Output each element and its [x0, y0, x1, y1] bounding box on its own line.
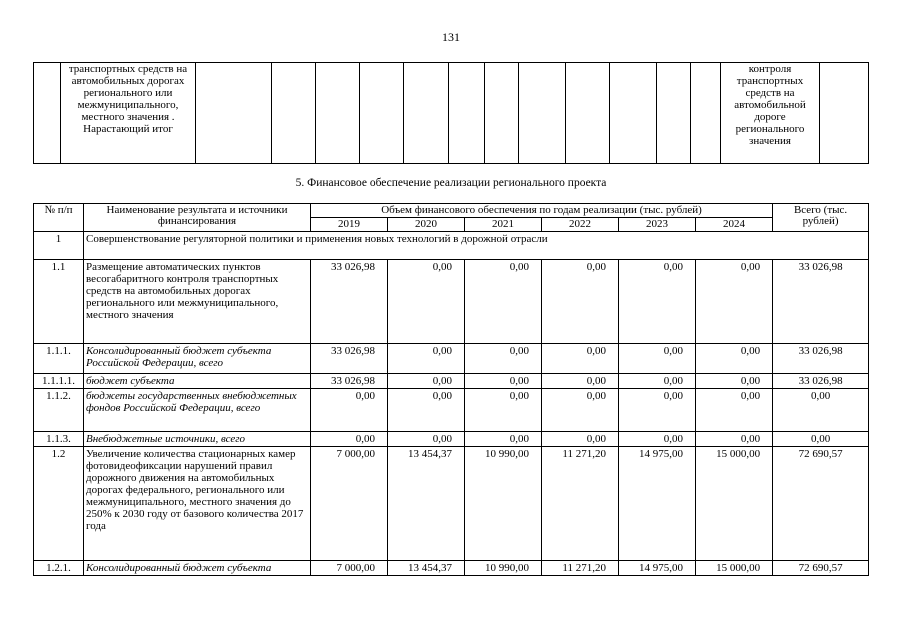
row-value: 7 000,00 [311, 561, 388, 576]
prev-table-right-text: контроля транспортных средств на автомобильной дороге регионального значения [721, 63, 820, 164]
header-year: 2021 [465, 218, 542, 232]
row-name: Консолидированный бюджет субъекта Российской Федерации, всего [84, 344, 311, 374]
row-name: Консолидированный бюджет субъекта [84, 561, 311, 576]
row-value: 14 975,00 [619, 447, 696, 561]
table-row [34, 447, 869, 561]
table-row [34, 432, 869, 447]
row-value: 0,00 [465, 344, 542, 374]
header-row [34, 204, 869, 218]
prev-table-left-text: транспортных средств на автомобильных дорогах регионального или межмуниципального, местного значения . Нарастающий итог [61, 63, 196, 164]
row-total: 72 690,57 [773, 447, 869, 561]
row-number: 1.1 [34, 260, 84, 344]
row-number: 1.2.1. [34, 561, 84, 576]
row-name: бюджет субъекта [84, 374, 311, 389]
row-total: 72 690,57 [773, 561, 869, 576]
previous-table-fragment [33, 62, 869, 164]
row-value: 0,00 [619, 432, 696, 447]
section-row [34, 232, 869, 260]
row-value: 0,00 [388, 344, 465, 374]
row-number: 1.1.1.1. [34, 374, 84, 389]
row-value: 0,00 [696, 260, 773, 344]
section-title: 5. Финансовое обеспечение реализации регионального проекта [295, 177, 607, 189]
row-value: 0,00 [388, 389, 465, 432]
row-value: 10 990,00 [465, 447, 542, 561]
row-total: 0,00 [773, 389, 869, 432]
row-name: Размещение автоматических пунктов весогабаритного контроля транспортных средств на автомобильных дорогах регионального или межмуниципального, местного значения [84, 260, 311, 344]
table-row [34, 389, 869, 432]
row-value: 11 271,20 [542, 447, 619, 561]
table-row [34, 561, 869, 576]
row-value: 0,00 [542, 374, 619, 389]
table-row [34, 374, 869, 389]
row-number: 1.1.1. [34, 344, 84, 374]
row-value: 33 026,98 [311, 344, 388, 374]
row-value: 0,00 [542, 344, 619, 374]
table-row [34, 260, 869, 344]
row-value: 14 975,00 [619, 561, 696, 576]
row-total: 33 026,98 [773, 374, 869, 389]
row-name: бюджеты государственных внебюджетных фондов Российской Федерации, всего [84, 389, 311, 432]
row-total: 33 026,98 [773, 344, 869, 374]
row-value: 0,00 [388, 432, 465, 447]
row-total: 0,00 [773, 432, 869, 447]
header-volume: Объем финансового обеспечения по годам реализации (тыс. рублей) [311, 204, 773, 218]
page-number: 131 [442, 30, 460, 44]
row-value: 0,00 [619, 344, 696, 374]
row-value: 0,00 [465, 374, 542, 389]
row-value: 0,00 [696, 344, 773, 374]
row-value: 0,00 [465, 260, 542, 344]
row-number: 1.2 [34, 447, 84, 561]
row-value: 0,00 [619, 374, 696, 389]
prev-table-row [34, 63, 869, 164]
row-value: 15 000,00 [696, 561, 773, 576]
row-value: 15 000,00 [696, 447, 773, 561]
header-year: 2020 [388, 218, 465, 232]
row-value: 0,00 [465, 389, 542, 432]
row-value: 33 026,98 [311, 260, 388, 344]
header-total: Всего (тыс. рублей) [773, 204, 869, 232]
table-row [34, 344, 869, 374]
row-name: Внебюджетные источники, всего [84, 432, 311, 447]
row-value: 0,00 [311, 389, 388, 432]
row-value: 13 454,37 [388, 561, 465, 576]
header-year: 2023 [619, 218, 696, 232]
row-value: 13 454,37 [388, 447, 465, 561]
row-number: 1.1.3. [34, 432, 84, 447]
row-value: 7 000,00 [311, 447, 388, 561]
row-value: 0,00 [696, 389, 773, 432]
row-total: 33 026,98 [773, 260, 869, 344]
row-value: 0,00 [619, 260, 696, 344]
row-value: 0,00 [696, 374, 773, 389]
row-value: 0,00 [542, 432, 619, 447]
row-value: 0,00 [542, 260, 619, 344]
header-year: 2019 [311, 218, 388, 232]
row-value: 0,00 [542, 389, 619, 432]
row-value: 0,00 [311, 432, 388, 447]
row-value: 33 026,98 [311, 374, 388, 389]
row-value: 0,00 [388, 374, 465, 389]
row-value: 0,00 [696, 432, 773, 447]
header-year: 2022 [542, 218, 619, 232]
header-year: 2024 [696, 218, 773, 232]
row-number: 1.1.2. [34, 389, 84, 432]
financing-table [33, 203, 869, 576]
header-no: № п/п [34, 204, 84, 232]
row-value: 10 990,00 [465, 561, 542, 576]
row-value: 11 271,20 [542, 561, 619, 576]
header-name: Наименование результата и источники финансирования [84, 204, 311, 232]
section-row-no: 1 [34, 232, 84, 260]
section-row-text: Совершенствование регуляторной политики и применения новых технологий в дорожной отрасли [84, 232, 869, 260]
row-value: 0,00 [619, 389, 696, 432]
row-value: 0,00 [465, 432, 542, 447]
row-value: 0,00 [388, 260, 465, 344]
row-name: Увеличение количества стационарных камер фотовидеофиксации нарушений правил дорожного движения на автомобильных дорогах федерального, регионального или межмуниципального, местного значения до 250% к 2030 году от базового количества 2017 года [84, 447, 311, 561]
